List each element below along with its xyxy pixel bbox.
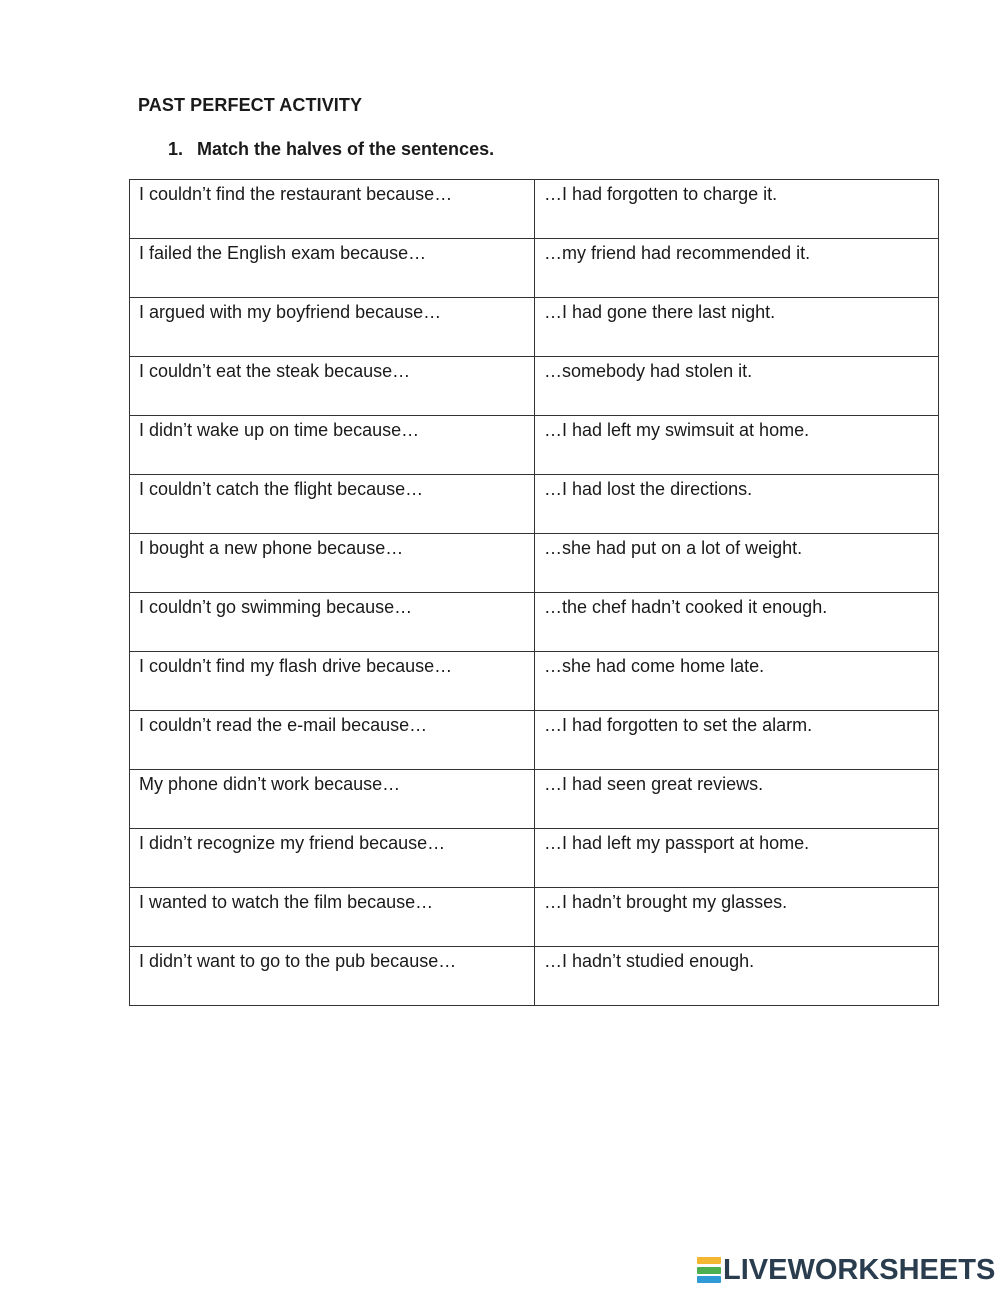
sentence-end: …she had come home late. xyxy=(535,652,939,711)
sentence-start: I failed the English exam because… xyxy=(130,239,535,298)
table-row xyxy=(130,180,939,239)
sentence-end: …I had forgotten to charge it. xyxy=(535,180,939,239)
sentence-start: I couldn’t catch the flight because… xyxy=(130,475,535,534)
sentence-start: My phone didn’t work because… xyxy=(130,770,535,829)
sentence-end: …I had gone there last night. xyxy=(535,298,939,357)
table-row xyxy=(130,357,939,416)
sentence-end: …the chef hadn’t cooked it enough. xyxy=(535,593,939,652)
sentence-start: I couldn’t eat the steak because… xyxy=(130,357,535,416)
table-row xyxy=(130,711,939,770)
sentence-start: I didn’t want to go to the pub because… xyxy=(130,947,535,1006)
sentence-start: I argued with my boyfriend because… xyxy=(130,298,535,357)
sentence-end: …she had put on a lot of weight. xyxy=(535,534,939,593)
sentence-start: I couldn’t read the e-mail because… xyxy=(130,711,535,770)
table-row xyxy=(130,770,939,829)
table-row xyxy=(130,534,939,593)
sentence-start: I couldn’t go swimming because… xyxy=(130,593,535,652)
instruction xyxy=(168,139,494,160)
table-row xyxy=(130,475,939,534)
table-row xyxy=(130,239,939,298)
instruction-text: Match the halves of the sentences. xyxy=(197,139,495,159)
sentence-start: I didn’t wake up on time because… xyxy=(130,416,535,475)
logo-text: LIVEWORKSHEETS xyxy=(723,1253,996,1286)
table-row xyxy=(130,888,939,947)
sentence-end: …I hadn’t studied enough. xyxy=(535,947,939,1006)
sentence-end: …my friend had recommended it. xyxy=(535,239,939,298)
sentence-start: I couldn’t find the restaurant because… xyxy=(130,180,535,239)
table-row xyxy=(130,829,939,888)
logo-bar xyxy=(697,1267,721,1274)
table-row xyxy=(130,593,939,652)
table-row xyxy=(130,947,939,1006)
sentence-end: …I had left my passport at home. xyxy=(535,829,939,888)
sentence-end: …I hadn’t brought my glasses. xyxy=(535,888,939,947)
table-row xyxy=(130,652,939,711)
page-title: PAST PERFECT ACTIVITY xyxy=(138,95,363,115)
sentence-start: I wanted to watch the film because… xyxy=(130,888,535,947)
sentence-end: …I had lost the directions. xyxy=(535,475,939,534)
logo-mark-icon xyxy=(697,1257,721,1283)
sentence-start: I bought a new phone because… xyxy=(130,534,535,593)
sentence-start: I couldn’t find my flash drive because… xyxy=(130,652,535,711)
instruction-number: 1. xyxy=(168,139,184,159)
sentence-end: …I had forgotten to set the alarm. xyxy=(535,711,939,770)
matching-table xyxy=(129,179,939,1006)
table-row xyxy=(130,416,939,475)
logo-bar xyxy=(697,1276,721,1283)
sentence-start: I didn’t recognize my friend because… xyxy=(130,829,535,888)
sentence-end: …I had left my swimsuit at home. xyxy=(535,416,939,475)
table-row xyxy=(130,298,939,357)
liveworksheets-logo xyxy=(697,1255,995,1285)
sentence-end: …I had seen great reviews. xyxy=(535,770,939,829)
sentence-end: …somebody had stolen it. xyxy=(535,357,939,416)
logo-bar xyxy=(697,1257,721,1264)
